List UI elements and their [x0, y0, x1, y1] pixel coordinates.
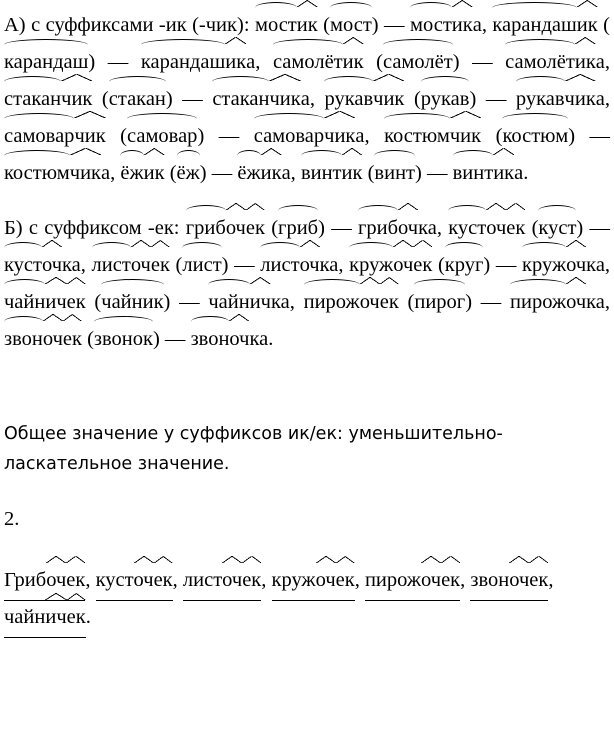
morpheme-suffix: ик: [297, 7, 318, 43]
morpheme-suffix: ек: [380, 284, 399, 320]
morpheme-root: ёж: [120, 154, 143, 191]
morpheme-root: гриб: [278, 209, 318, 246]
morpheme-suffix: чик: [269, 81, 300, 117]
morpheme-suffix: ек: [67, 284, 86, 320]
morpheme-suffix: оч: [134, 563, 154, 597]
morpheme-root: чайн: [4, 283, 45, 320]
morpheme-root: чайн: [208, 283, 249, 320]
morpheme-suffix: чик: [74, 118, 105, 154]
underlined-stem: чайничек: [4, 600, 86, 637]
morpheme-root: карандаш: [141, 43, 225, 80]
morpheme-root: лист: [260, 246, 299, 283]
morpheme-root: самовар: [127, 117, 197, 154]
paragraph-group-a: А) с суффиксами -ик (-чик): мостик (мост) — мостика, карандашик (карандаш) — карандашика, самолётик (самолёт) — самолётика, стаканчик (стакан) — стаканчика, рукавчик (рукав) — рукавчика, самоварчик (самовар) — самоварчика, костюмчик (костюм) — костюмчика, ёжик (ёж) — ёжика, винтик (винт) — винтика.: [4, 6, 610, 191]
morpheme-root: пирож: [304, 283, 360, 320]
morpheme-root: самовар: [254, 117, 324, 154]
morpheme-root: костюм: [502, 117, 568, 154]
morpheme-suffix: оч: [360, 284, 380, 320]
morpheme-root: рукав: [421, 80, 470, 117]
morpheme-root: стакан: [4, 80, 61, 117]
morpheme-suffix: оч: [42, 247, 62, 283]
morpheme-root: пирог: [414, 283, 465, 320]
morpheme-root: стакан: [109, 80, 166, 117]
task-number: 2.: [4, 508, 20, 530]
morpheme-root: куст: [448, 209, 486, 246]
morpheme-suffix: чик: [373, 81, 404, 117]
morpheme-root: мост: [255, 6, 297, 43]
morpheme-suffix: оч: [226, 210, 246, 246]
morpheme-suffix: ич: [45, 284, 66, 320]
morpheme-suffix: чик: [70, 155, 101, 191]
morpheme-suffix: ек: [413, 247, 432, 283]
morpheme-root: круж: [522, 246, 566, 283]
morpheme-suffix: ич: [250, 284, 271, 320]
morpheme-root: рукав: [324, 80, 373, 117]
morpheme-suffix: ик: [343, 44, 364, 80]
morpheme-root: пирож: [510, 283, 566, 320]
morpheme-suffix: ик: [342, 155, 363, 191]
underlined-stem: кусточек: [96, 563, 173, 600]
morpheme-suffix: ек: [66, 563, 85, 597]
morpheme-root: лист: [182, 246, 221, 283]
morpheme-root: винт: [301, 154, 342, 191]
morpheme-suffix: ек: [151, 247, 170, 283]
morpheme-root: самолёт: [273, 43, 343, 80]
morpheme-root: куст: [4, 246, 42, 283]
morpheme-root: гриб: [358, 209, 398, 246]
morpheme-root: костюм: [4, 154, 70, 191]
morpheme-root: чайник: [101, 283, 163, 320]
morpheme-suffix: ек: [154, 563, 173, 597]
morpheme-root: звонок: [94, 320, 153, 357]
morpheme-root: самолёт: [383, 43, 453, 80]
morpheme-suffix: ик: [225, 44, 246, 80]
morpheme-suffix: оч: [421, 563, 441, 597]
underlined-stem: пирожочек: [365, 563, 460, 600]
morpheme-root: рукав: [516, 80, 565, 117]
morpheme-suffix: оч: [566, 284, 586, 320]
answer-word-list: Грибочек, кусточек, листочек, кружочек, пирожочек, звоночек, чайничек.: [4, 563, 610, 637]
morpheme-suffix: ик: [575, 44, 596, 80]
morpheme-suffix: ек: [336, 563, 355, 597]
morpheme-suffix: оч: [509, 563, 529, 597]
morpheme-suffix: ич: [45, 600, 66, 634]
morpheme-suffix: оч: [398, 210, 418, 246]
morpheme-suffix: чик: [565, 81, 596, 117]
underlined-stem: кружочек: [272, 563, 355, 600]
morpheme-root: звон: [191, 320, 230, 357]
morpheme-suffix: ек: [441, 563, 460, 597]
morpheme-suffix: чик: [61, 81, 92, 117]
morpheme-suffix: ек: [529, 563, 548, 597]
morpheme-root: круг: [445, 246, 484, 283]
morpheme-root: куст: [538, 209, 576, 246]
morpheme-suffix: ик: [577, 7, 598, 43]
morpheme-root: мост: [330, 6, 372, 43]
morpheme-root: костюм: [384, 117, 450, 154]
morpheme-root: гриб: [186, 209, 226, 246]
morpheme-root: ёж: [237, 154, 260, 191]
summary-note: Общее значение у суффиксов ик/ек: уменьшительно-ласкательное значение.: [4, 424, 503, 474]
morpheme-root: лист: [92, 246, 131, 283]
morpheme-suffix: ик: [261, 155, 282, 191]
morpheme-suffix: оч: [566, 247, 586, 283]
underlined-stem: листочек: [183, 563, 261, 600]
morpheme-suffix: чик: [450, 118, 481, 154]
morpheme-root: карандаш: [4, 43, 88, 80]
morpheme-suffix: оч: [229, 321, 249, 357]
morpheme-suffix: оч: [300, 247, 320, 283]
morpheme-root: мост: [410, 6, 452, 43]
morpheme-suffix: оч: [393, 247, 413, 283]
morpheme-suffix: оч: [43, 321, 63, 357]
morpheme-suffix: ик: [493, 155, 514, 191]
morpheme-suffix: оч: [46, 563, 66, 597]
paragraph-group-b: Б) с суффиксом -ек: грибочек (гриб) — грибочка, кусточек (куст) — кусточка, листочек (лист) — листочка, кружочек (круг) — кружочка, чайничек (чайник) — чайничка, пирожочек (пирог) — пирожочка, звоночек (звонок) — звоночка.: [4, 209, 610, 357]
underlined-stem: Грибочек: [4, 563, 85, 600]
morpheme-root: круж: [349, 246, 393, 283]
morpheme-root: винт: [453, 154, 494, 191]
morpheme-suffix: ек: [63, 321, 82, 357]
morpheme-root: звон: [4, 320, 43, 357]
morpheme-root: самовар: [4, 117, 74, 154]
underlined-stem: звоночек: [470, 563, 548, 600]
morpheme-suffix: ик: [144, 155, 165, 191]
morpheme-suffix: оч: [486, 210, 506, 246]
morpheme-suffix: оч: [316, 563, 336, 597]
morpheme-suffix: ек: [246, 210, 265, 246]
morpheme-suffix: оч: [131, 247, 151, 283]
morpheme-suffix: ек: [506, 210, 525, 246]
morpheme-root: карандаш: [492, 6, 576, 43]
morpheme-root: стакан: [212, 80, 269, 117]
morpheme-suffix: ек: [67, 600, 86, 634]
morpheme-suffix: ек: [242, 563, 261, 597]
morpheme-suffix: чик: [324, 118, 355, 154]
morpheme-suffix: ик: [452, 7, 473, 43]
morpheme-suffix: оч: [222, 563, 242, 597]
morpheme-root: винт: [374, 154, 415, 191]
morpheme-root: ёж: [177, 154, 200, 191]
morpheme-root: самолёт: [505, 43, 575, 80]
